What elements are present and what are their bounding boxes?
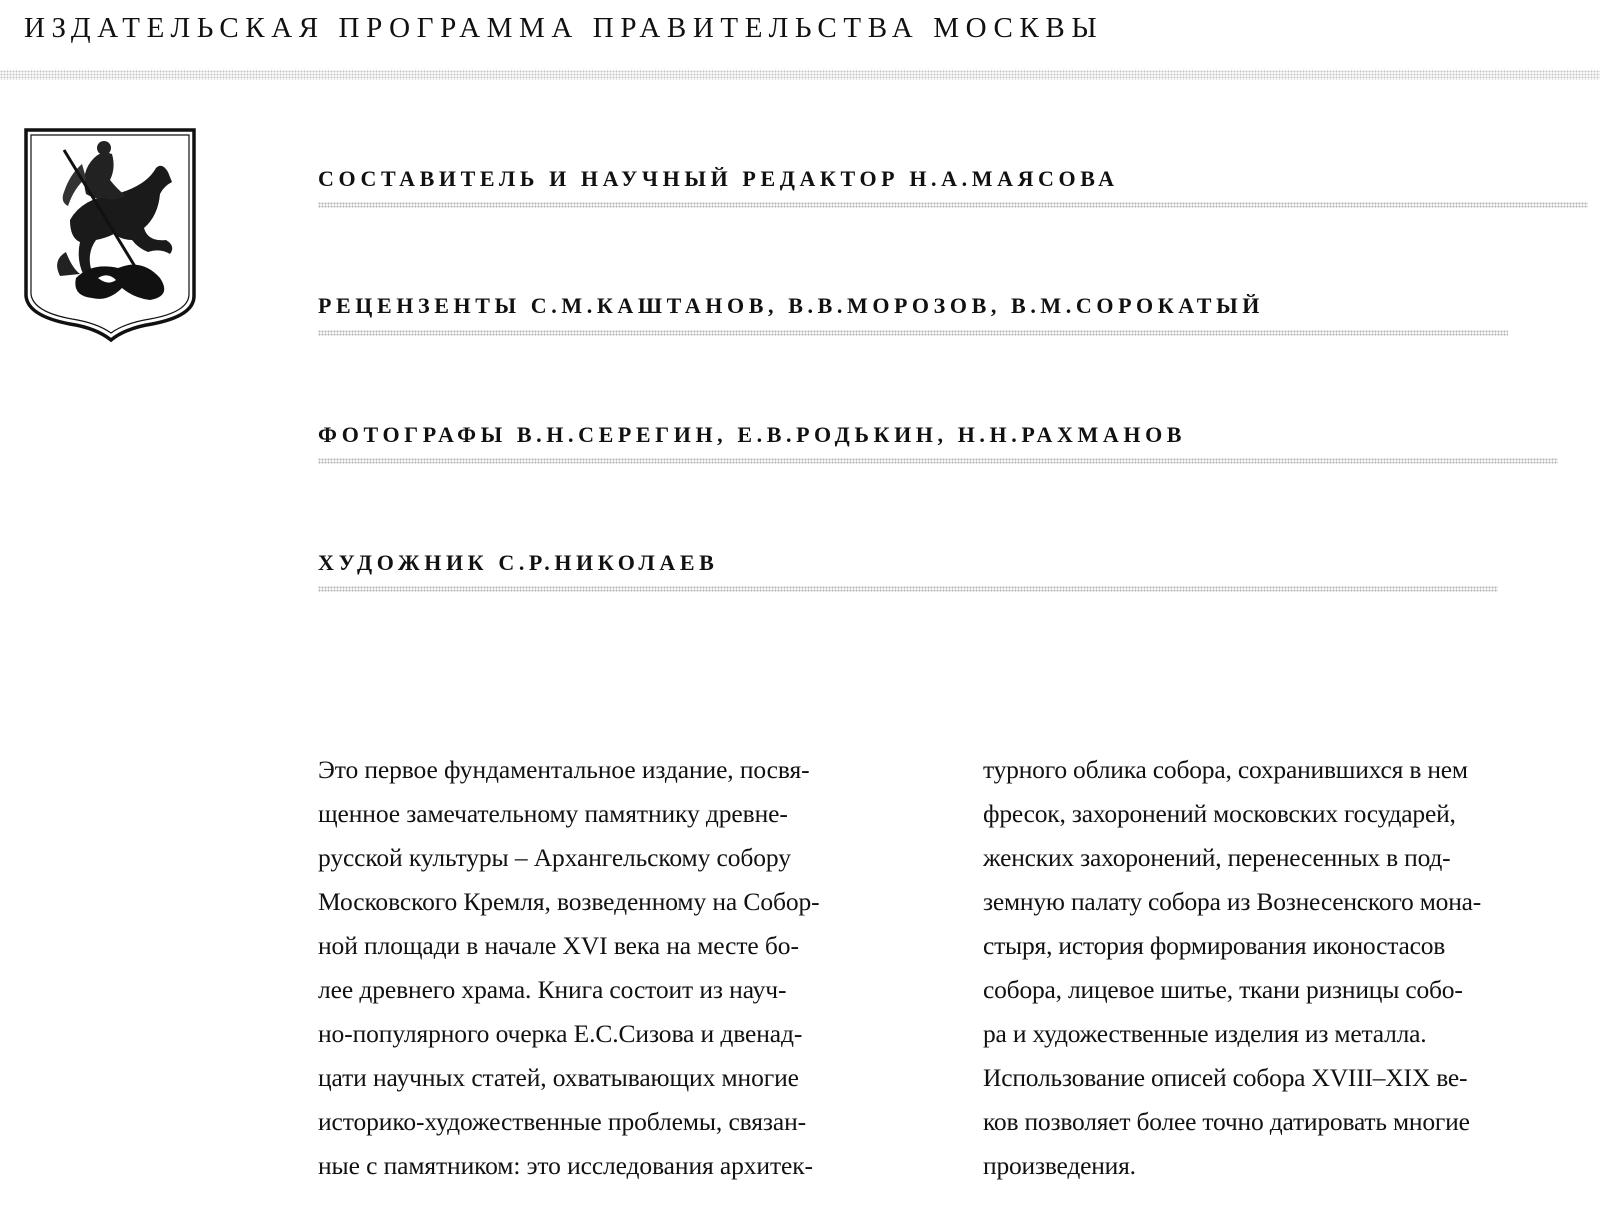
dotted-rule	[318, 586, 1498, 592]
abstract-column-1	[318, 748, 928, 1188]
text-line: земную палату собора из Вознесенского мона-	[983, 887, 1482, 916]
dotted-rule	[318, 458, 1558, 464]
abstract-column-2	[983, 748, 1598, 1188]
text-line: Московского Кремля, возведенному на Собор-	[318, 887, 820, 916]
text-line: ной площади в начале XVI века на месте бо-	[318, 931, 799, 960]
text-line: произведения.	[983, 1151, 1136, 1180]
photographers-credit: ФОТОГРАФЫ В.Н.СЕРЕГИН, Е.В.РОДЬКИН, Н.Н.РАХМАНОВ	[318, 422, 1187, 447]
text-line: фресок, захоронений московских государей,	[983, 799, 1456, 828]
artist-credit: ХУДОЖНИК С.Р.НИКОЛАЕВ	[318, 550, 719, 575]
text-line: ра и художественные изделия из металла.	[983, 1019, 1427, 1048]
text-line: стыря, история формирования иконостасов	[983, 931, 1446, 960]
dotted-rule	[318, 330, 1508, 336]
text-line: цати научных статей, охватывающих многие	[318, 1063, 799, 1092]
text-line: лее древнего храма. Книга состоит из науч-	[318, 975, 787, 1004]
dotted-rule	[318, 202, 1588, 208]
text-line: Это первое фундаментальное издание, посвя-	[318, 755, 810, 784]
text-line: турного облика собора, сохранившихся в нем	[983, 755, 1468, 784]
dotted-rule	[0, 70, 1600, 80]
text-line: русской культуры – Архангельскому собору	[318, 843, 791, 872]
text-line: Использование описей собора XVIII–XIX ве-	[983, 1063, 1468, 1092]
text-line: историко-художественные проблемы, связан-	[318, 1107, 807, 1136]
compiler-credit: СОСТАВИТЕЛЬ И НАУЧНЫЙ РЕДАКТОР Н.А.МАЯСОВА	[318, 166, 1119, 191]
text-line: но-популярного очерка Е.С.Сизова и двенад-	[318, 1019, 803, 1048]
text-line: ков позволяет более точно датировать многие	[983, 1107, 1470, 1136]
text-line: щенное замечательному памятнику древне-	[318, 799, 788, 828]
moscow-coat-of-arms-icon	[22, 128, 200, 342]
series-title: ИЗДАТЕЛЬСКАЯ ПРОГРАММА ПРАВИТЕЛЬСТВА МОСКВЫ	[24, 12, 1104, 44]
text-line: ные с памятником: это исследования архитек-	[318, 1151, 813, 1180]
text-line: женских захоронений, перенесенных в под-	[983, 843, 1451, 872]
reviewers-credit: РЕЦЕНЗЕНТЫ С.М.КАШТАНОВ, В.В.МОРОЗОВ, В.М.СОРОКАТЫЙ	[318, 293, 1265, 318]
text-line: собора, лицевое шитье, ткани ризницы собо-	[983, 975, 1463, 1004]
